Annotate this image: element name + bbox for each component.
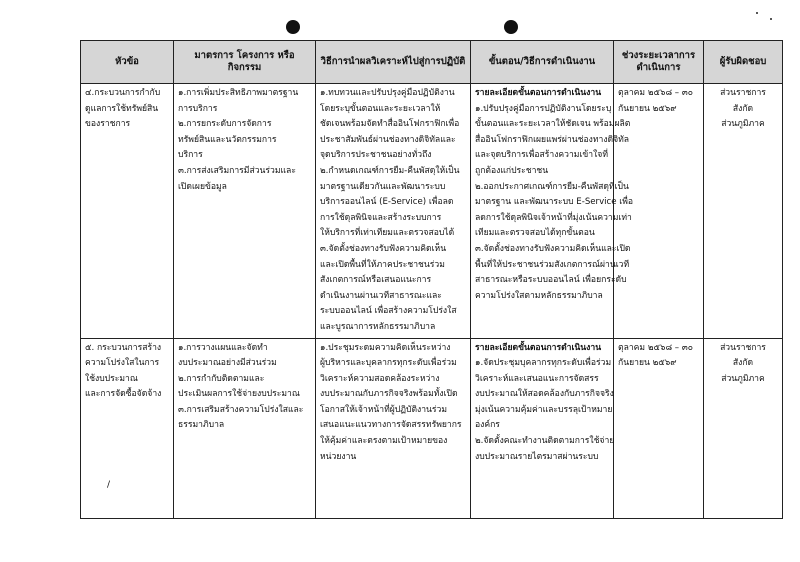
measures-cell: ๑.การวางแผนและจัดทำ งบประมาณอย่างมีส่วนร่วม ๒.การกำกับติดตามและ ประเมินผลการใช้จ่ายงบประมาณ ๓.การเสริมสร้างความโปร่งใสและ ธรรมาภิบาล <box>174 338 316 518</box>
steps-title: รายละเอียดขั้นตอนการดำเนินงาน <box>475 342 602 353</box>
table-row <box>81 338 783 518</box>
header-measures: มาตรการ โครงการ หรือ กิจกรรม <box>174 41 316 84</box>
punch-hole-left <box>286 20 300 34</box>
stray-mark: / <box>107 480 111 490</box>
steps-cell: รายละเอียดขั้นตอนการดำเนินงาน ๑.ปรับปรุงคู่มือการปฏิบัติงานโดยระบุ ขั้นตอนและระยะเวลาให้ชัดเจน พร้อมผลิต สื่ออินโฟกราฟิกเผยแพร่ผ่านช่องทางดิจิทัล และจุดบริการเพื่อสร้างความเข้าใจที่ ถูกต้องแก่ประชาชน ๒.ออกประกาศเกณฑ์การยืม-คืนพัสดุที่เป็น มาตรฐาน และพัฒนาระบบ E-Service เพื่อ ลดการใช้ดุลพินิจเจ้าหน้าที่มุ่งเน้นความเท่า เทียมและตรวจสอบได้ทุกขั้นตอน ๓.จัดตั้งช่องทางรับฟังความคิดเห็นและเปิด พื้นที่ให้ประชาชนร่วมสังเกตการณ์ผ่านเวที สาธารณะหรือระบบออนไลน์ เพื่อยกระดับ ความโปร่งใสตามหลักธรรมาภิบาล <box>471 84 614 339</box>
steps-title: รายละเอียดขั้นตอนการดำเนินงาน <box>475 88 602 98</box>
plan-table <box>80 40 783 519</box>
methods-cell: ๑.ประชุมระดมความคิดเห็นระหว่าง ผู้บริหารและบุคลากรทุกระดับเพื่อร่วม วิเคราะห์ความสอดคล้องระหว่าง งบประมาณกับภารกิจจริงพร้อมทั้งเปิด โอกาสให้เจ้าหน้าที่ผู้ปฏิบัติงานร่วม เสนอแนะแนวทางการจัดสรรทรัพยากร ให้คุ้มค่าและตรงตามเป้าหมายของ หน่วยงาน <box>316 338 471 518</box>
owner-cell: ส่วนราชการ สังกัด ส่วนภูมิภาค <box>704 84 783 339</box>
table-header-row <box>81 41 783 84</box>
table-row <box>81 84 783 339</box>
scan-speck <box>756 12 758 14</box>
header-methods: วิธีการนำผลวิเคราะห์ไปสู่การปฏิบัติ <box>316 41 471 84</box>
punch-hole-right <box>504 20 518 34</box>
header-topic: หัวข้อ <box>81 41 174 84</box>
header-steps: ขั้นตอน/วิธีการดำเนินงาน <box>471 41 614 84</box>
scan-speck <box>770 18 772 20</box>
period-cell: ตุลาคม ๒๕๖๘ – ๓๐ กันยายน ๒๕๖๙ <box>614 84 704 339</box>
header-period: ช่วงระยะเวลาการ ดำเนินการ <box>614 41 704 84</box>
period-cell: ตุลาคม ๒๕๖๘ – ๓๐ กันยายน ๒๕๖๙ <box>614 338 704 518</box>
steps-cell: รายละเอียดขั้นตอนการดำเนินงาน ๑.จัดประชุมบุคลากรทุกระดับเพื่อร่วม วิเคราะห์และเสนอแนะการจัดสรร งบประมาณให้สอดคล้องกับภารกิจจริง มุ่งเน้นความคุ้มค่าและบรรลุเป้าหมาย องค์กร ๒.จัดตั้งคณะทำงานติดตามการใช้จ่าย งบประมาณรายไตรมาสผ่านระบบ <box>471 338 614 518</box>
topic-cell: ๔.กระบวนการกำกับ ดูแลการใช้ทรัพย์สิน ของราชการ <box>81 84 174 339</box>
owner-cell: ส่วนราชการ สังกัด ส่วนภูมิภาค <box>704 338 783 518</box>
topic-cell: ๕. กระบวนการสร้าง ความโปร่งใสในการ ใช้งบประมาณ และการจัดซื้อจัดจ้าง <box>81 338 174 518</box>
measures-cell: ๑.การเพิ่มประสิทธิภาพมาตรฐาน การบริการ ๒.การยกระดับการจัดการ ทรัพย์สินและนวัตกรรมการ บริการ ๓.การส่งเสริมการมีส่วนร่วมและ เปิดเผยข้อมูล <box>174 84 316 339</box>
header-owner: ผู้รับผิดชอบ <box>704 41 783 84</box>
methods-cell: ๑.ทบทวนและปรับปรุงคู่มือปฏิบัติงาน โดยระบุขั้นตอนและระยะเวลาให้ ชัดเจนพร้อมจัดทำสื่ออินโฟกราฟิกเพื่อ ประชาสัมพันธ์ผ่านช่องทางดิจิทัลและ จุดบริการประชาชนอย่างทั่วถึง ๒.กำหนดเกณฑ์การยืม-คืนพัสดุให้เป็น มาตรฐานเดียวกันและพัฒนาระบบ บริการออนไลน์ (E-Service) เพื่อลด การใช้ดุลพินิจและสร้างระบบการ ให้บริการที่เท่าเทียมและตรวจสอบได้ ๓.จัดตั้งช่องทางรับฟังความคิดเห็น และเปิดพื้นที่ให้ภาคประชาชนร่วม สังเกตการณ์หรือเสนอแนะการ ดำเนินงานผ่านเวทีสาธารณะและ ระบบออนไลน์ เพื่อสร้างความโปร่งใส และบูรณาการหลักธรรมาภิบาล <box>316 84 471 339</box>
